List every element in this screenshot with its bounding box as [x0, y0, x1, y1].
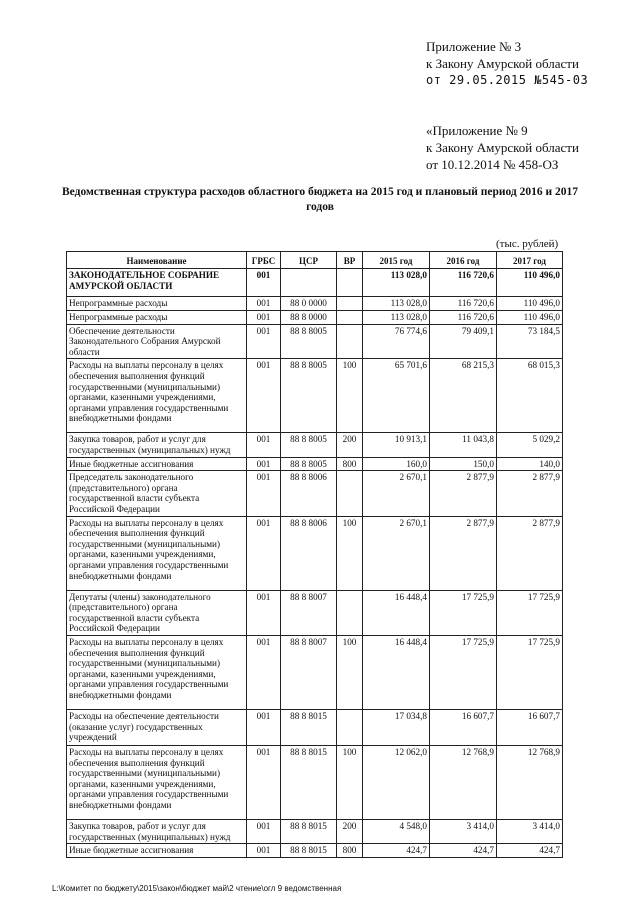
row-value-2017: 17 725,9 — [497, 590, 563, 635]
row-csr: 88 8 8006 — [281, 516, 337, 590]
row-value-2016: 11 043,8 — [430, 433, 497, 457]
row-grbs: 001 — [247, 359, 281, 433]
table-row — [67, 516, 563, 590]
row-value-2016: 16 607,7 — [430, 709, 497, 745]
row-vr: 800 — [337, 844, 363, 858]
row-csr: 88 8 8005 — [281, 324, 337, 359]
row-grbs: 001 — [247, 844, 281, 858]
row-value-2017: 5 029,2 — [497, 433, 563, 457]
row-csr: 88 8 8015 — [281, 819, 337, 843]
row-name: Непрограммные расходы — [67, 311, 247, 325]
column-header: 2017 год — [497, 252, 563, 269]
row-grbs: 001 — [247, 635, 281, 709]
column-header: ЦСР — [281, 252, 337, 269]
unit-label: (тыс. рублей) — [496, 238, 559, 250]
row-vr — [337, 471, 363, 516]
row-value-2017: 2 877,9 — [497, 471, 563, 516]
table-row — [67, 819, 563, 843]
document-title: Ведомственная структура расходов областного бюджета на 2015 год и плановый период 2016 и 2017 годов — [62, 186, 578, 213]
row-grbs: 001 — [247, 516, 281, 590]
table-row — [67, 709, 563, 745]
row-csr: 88 8 0000 — [281, 311, 337, 325]
column-header: 2015 год — [363, 252, 430, 269]
row-csr — [281, 269, 337, 297]
row-value-2015: 2 670,1 — [363, 471, 430, 516]
row-value-2017: 110 496,0 — [497, 311, 563, 325]
row-value-2017: 73 184,5 — [497, 324, 563, 359]
table-row — [67, 844, 563, 858]
row-name: Расходы на выплаты персоналу в целях обеспечения выполнения функций государственными (муниципальными) органами, казенными учреждениями, органами управления государственными внебюджетными фондами — [67, 635, 247, 709]
table-row — [67, 471, 563, 516]
row-value-2016: 424,7 — [430, 844, 497, 858]
row-grbs: 001 — [247, 433, 281, 457]
row-value-2016: 150,0 — [430, 457, 497, 471]
row-name: Расходы на выплаты персоналу в целях обеспечения выполнения функций государственными (муниципальными) органами, казенными учреждениями, органами управления государственными внебюджетными фондами — [67, 359, 247, 433]
row-grbs: 001 — [247, 324, 281, 359]
row-value-2016: 17 725,9 — [430, 590, 497, 635]
row-value-2017: 68 015,3 — [497, 359, 563, 433]
annex-number: «Приложение № 9 — [426, 123, 528, 138]
row-value-2016: 3 414,0 — [430, 819, 497, 843]
column-header: ГРБС — [247, 252, 281, 269]
row-value-2016: 2 877,9 — [430, 471, 497, 516]
row-value-2017: 110 496,0 — [497, 297, 563, 311]
row-grbs: 001 — [247, 590, 281, 635]
table-body — [67, 269, 563, 858]
row-value-2015: 17 034,8 — [363, 709, 430, 745]
row-name: Депутаты (члены) законодательного (представительного) органа государственной власти субъекта Российской Федерации — [67, 590, 247, 635]
row-value-2015: 65 701,6 — [363, 359, 430, 433]
row-value-2016: 116 720,6 — [430, 311, 497, 325]
annex-date: от 10.12.2014 № 458-ОЗ — [426, 157, 559, 172]
table-row — [67, 297, 563, 311]
row-value-2017: 3 414,0 — [497, 819, 563, 843]
table-row — [67, 324, 563, 359]
table-row — [67, 457, 563, 471]
row-value-2017: 110 496,0 — [497, 269, 563, 297]
row-csr: 88 8 8015 — [281, 745, 337, 819]
row-csr: 88 8 8007 — [281, 590, 337, 635]
table-row — [67, 433, 563, 457]
table-row — [67, 635, 563, 709]
row-value-2017: 16 607,7 — [497, 709, 563, 745]
row-value-2016: 116 720,6 — [430, 297, 497, 311]
row-value-2016: 2 877,9 — [430, 516, 497, 590]
row-name: ЗАКОНОДАТЕЛЬНОЕ СОБРАНИЕ АМУРСКОЙ ОБЛАСТИ — [67, 269, 247, 297]
row-grbs: 001 — [247, 269, 281, 297]
row-name: Непрограммные расходы — [67, 297, 247, 311]
row-name: Обеспечение деятельности Законодательного Собрания Амурской области — [67, 324, 247, 359]
row-value-2015: 16 448,4 — [363, 590, 430, 635]
table-header-row — [67, 252, 563, 269]
row-csr: 88 8 8015 — [281, 844, 337, 858]
row-value-2016: 79 409,1 — [430, 324, 497, 359]
column-header: ВР — [337, 252, 363, 269]
row-grbs: 001 — [247, 745, 281, 819]
row-name: Расходы на обеспечение деятельности (оказание услуг) государственных учреждений — [67, 709, 247, 745]
column-header: Наименование — [67, 252, 247, 269]
row-value-2015: 113 028,0 — [363, 297, 430, 311]
row-value-2015: 76 774,6 — [363, 324, 430, 359]
row-csr: 88 8 8005 — [281, 359, 337, 433]
budget-table — [66, 251, 563, 858]
row-value-2015: 113 028,0 — [363, 269, 430, 297]
row-value-2016: 17 725,9 — [430, 635, 497, 709]
row-grbs: 001 — [247, 709, 281, 745]
row-value-2015: 12 062,0 — [363, 745, 430, 819]
row-vr — [337, 709, 363, 745]
row-name: Иные бюджетные ассигнования — [67, 844, 247, 858]
table-row — [67, 269, 563, 297]
row-grbs: 001 — [247, 457, 281, 471]
row-vr: 100 — [337, 635, 363, 709]
row-vr: 100 — [337, 359, 363, 433]
annex-current-reference — [426, 38, 588, 89]
row-value-2015: 4 548,0 — [363, 819, 430, 843]
row-vr — [337, 297, 363, 311]
row-value-2015: 160,0 — [363, 457, 430, 471]
row-csr: 88 8 8005 — [281, 433, 337, 457]
row-vr: 100 — [337, 516, 363, 590]
table-row — [67, 590, 563, 635]
annex-number: Приложение № 3 — [426, 39, 522, 54]
row-value-2016: 68 215,3 — [430, 359, 497, 433]
row-vr — [337, 324, 363, 359]
row-csr: 88 8 8006 — [281, 471, 337, 516]
row-csr: 88 8 8007 — [281, 635, 337, 709]
row-value-2016: 12 768,9 — [430, 745, 497, 819]
row-value-2015: 113 028,0 — [363, 311, 430, 325]
row-name: Председатель законодательного (представительного) органа государственной власти субъекта Российской Федерации — [67, 471, 247, 516]
row-csr: 88 8 8005 — [281, 457, 337, 471]
row-name: Закупка товаров, работ и услуг для государственных (муниципальных) нужд — [67, 433, 247, 457]
row-value-2015: 10 913,1 — [363, 433, 430, 457]
row-grbs: 001 — [247, 297, 281, 311]
row-value-2017: 17 725,9 — [497, 635, 563, 709]
row-vr: 100 — [337, 745, 363, 819]
row-csr: 88 0 0000 — [281, 297, 337, 311]
annex-previous-reference — [426, 122, 579, 173]
row-grbs: 001 — [247, 311, 281, 325]
row-value-2017: 12 768,9 — [497, 745, 563, 819]
annex-date: от 29.05.2015 №545-03 — [426, 73, 589, 87]
annex-law: к Закону Амурской области — [426, 56, 579, 71]
row-grbs: 001 — [247, 471, 281, 516]
table-row — [67, 359, 563, 433]
row-grbs: 001 — [247, 819, 281, 843]
row-name: Закупка товаров, работ и услуг для государственных (муниципальных) нужд — [67, 819, 247, 843]
row-value-2015: 2 670,1 — [363, 516, 430, 590]
row-vr — [337, 590, 363, 635]
row-vr — [337, 269, 363, 297]
table-row — [67, 745, 563, 819]
row-vr: 200 — [337, 819, 363, 843]
row-value-2016: 116 720,6 — [430, 269, 497, 297]
annex-law: к Закону Амурской области — [426, 140, 579, 155]
row-vr: 200 — [337, 433, 363, 457]
row-value-2017: 140,0 — [497, 457, 563, 471]
row-vr — [337, 311, 363, 325]
row-value-2017: 2 877,9 — [497, 516, 563, 590]
row-name: Расходы на выплаты персоналу в целях обеспечения выполнения функций государственными (муниципальными) органами, казенными учреждениями, органами управления государственными внебюджетными фондами — [67, 516, 247, 590]
row-name: Иные бюджетные ассигнования — [67, 457, 247, 471]
table-row — [67, 311, 563, 325]
row-value-2017: 424,7 — [497, 844, 563, 858]
row-csr: 88 8 8015 — [281, 709, 337, 745]
row-value-2015: 16 448,4 — [363, 635, 430, 709]
row-vr: 800 — [337, 457, 363, 471]
column-header: 2016 год — [430, 252, 497, 269]
file-path-footer: L:\Комитет по бюджету\2015\закон\бюджет май\2 чтение\огл 9 ведомственная — [52, 884, 342, 893]
row-value-2015: 424,7 — [363, 844, 430, 858]
row-name: Расходы на выплаты персоналу в целях обеспечения выполнения функций государственными (муниципальными) органами, казенными учреждениями, органами управления государственными внебюджетными фондами — [67, 745, 247, 819]
